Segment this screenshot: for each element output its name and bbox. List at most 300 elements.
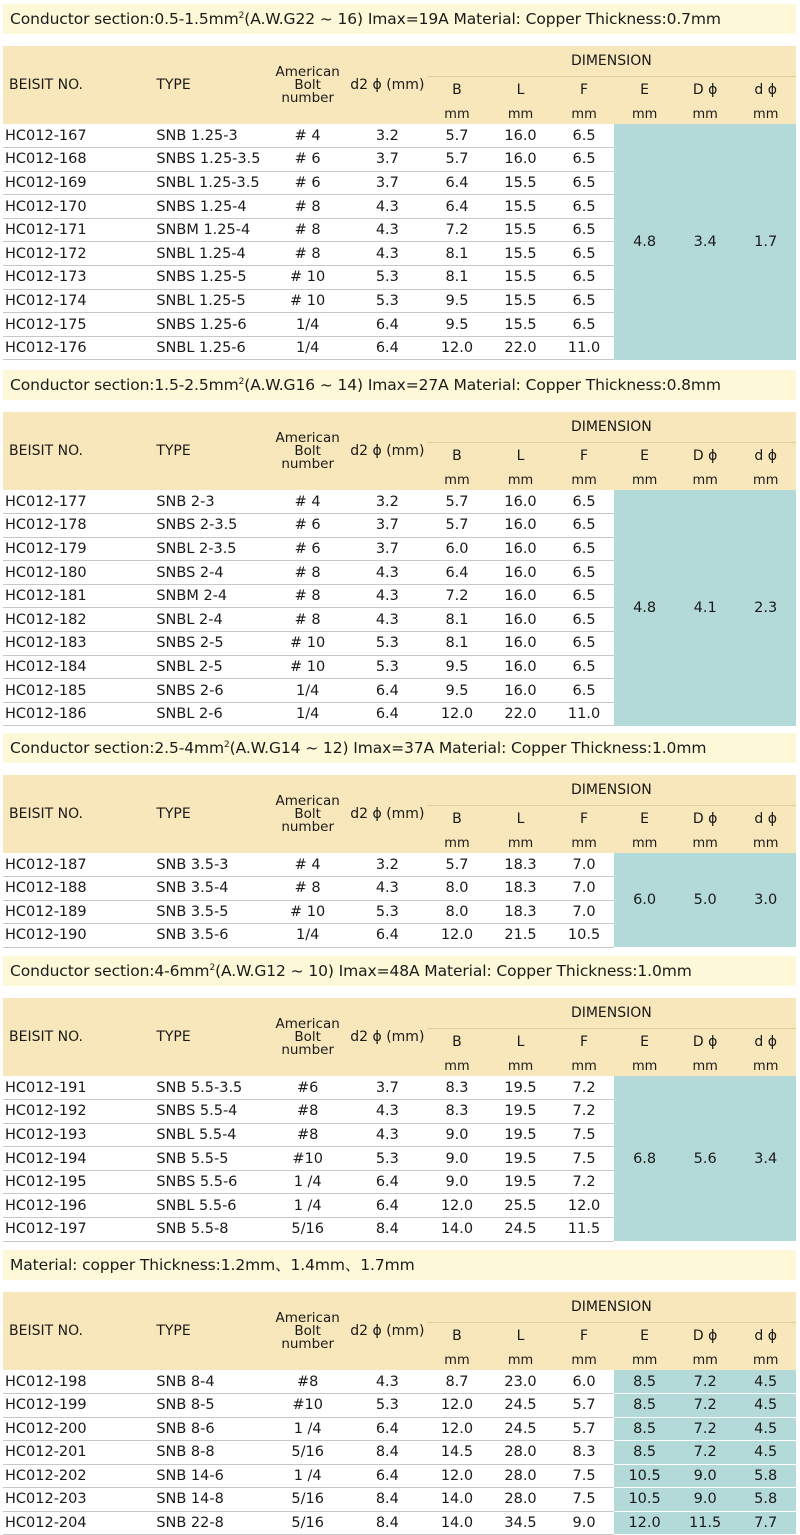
- conductor-spec-superscript: 2: [224, 739, 230, 750]
- header-unit-mm: mm: [735, 1350, 796, 1370]
- cell-b: 12.0: [427, 924, 488, 948]
- cell-bolt-number: # 4: [267, 853, 348, 877]
- cell-b: 8.1: [427, 632, 488, 656]
- cell-e: 8.5: [614, 1370, 675, 1394]
- cell-small-d-phi: 4.5: [735, 1441, 796, 1465]
- cell-bolt-number: 1 /4: [267, 1194, 348, 1218]
- cell-f: 10.5: [554, 924, 615, 948]
- header-row: [3, 998, 796, 1028]
- cell-l: 15.5: [487, 313, 554, 337]
- cell-type: SNB 5.5-8: [154, 1218, 267, 1242]
- cell-b: 8.1: [427, 242, 488, 266]
- cell-type: SNBL 2-5: [154, 655, 267, 679]
- header-american-bolt-line: Bolt: [294, 805, 321, 822]
- cell-d2: 4.3: [348, 584, 427, 608]
- cell-beisit-no: HC012-185: [3, 679, 154, 703]
- cell-small-d-phi-merged: 3.0: [735, 853, 796, 947]
- cell-d2: 5.3: [348, 1394, 427, 1418]
- cell-f: 5.7: [554, 1394, 615, 1418]
- cell-beisit-no: HC012-204: [3, 1511, 154, 1535]
- header-type: TYPE: [154, 775, 267, 853]
- header-d2: d2 ϕ (mm): [348, 412, 427, 490]
- header-unit-mm: mm: [427, 470, 488, 490]
- header-american-bolt-line: number: [281, 818, 335, 835]
- header-unit-mm: mm: [675, 470, 736, 490]
- conductor-spec-detail: (A.W.G12 ~ 10) Imax=48A Material: Copper Thickness:1.0mm: [215, 962, 692, 980]
- header-unit-mm: mm: [487, 1350, 554, 1370]
- header-row: [3, 775, 796, 805]
- cell-bolt-number: #6: [267, 1076, 348, 1100]
- cell-b: 8.0: [427, 877, 488, 901]
- cell-b: 7.2: [427, 584, 488, 608]
- header-f: F: [554, 442, 615, 470]
- cell-beisit-no: HC012-189: [3, 900, 154, 924]
- cell-bolt-number: # 8: [267, 561, 348, 585]
- cell-d2: 6.4: [348, 702, 427, 726]
- cell-type: SNBS 1.25-6: [154, 313, 267, 337]
- cell-f: 6.0: [554, 1370, 615, 1394]
- header-type: TYPE: [154, 1292, 267, 1370]
- header-f: F: [554, 805, 615, 833]
- cell-b: 6.0: [427, 537, 488, 561]
- cell-f: 7.0: [554, 877, 615, 901]
- header-american-bolt-line: Bolt: [294, 76, 321, 93]
- header-american-bolt-line: American: [275, 1309, 340, 1326]
- cell-b: 9.5: [427, 679, 488, 703]
- header-d2: d2 ϕ (mm): [348, 998, 427, 1076]
- header-d-phi: D ϕ: [675, 1028, 736, 1056]
- table-row: [3, 1394, 796, 1418]
- header-unit-mm: mm: [735, 470, 796, 490]
- cell-e-merged: 6.0: [614, 853, 675, 947]
- cell-d-phi: 7.2: [675, 1417, 736, 1441]
- conductor-spec-text: Conductor section:0.5-1.5mm: [10, 10, 239, 28]
- cell-f: 6.5: [554, 313, 615, 337]
- table-row: [3, 1464, 796, 1488]
- cell-l: 15.5: [487, 218, 554, 242]
- cell-e: 10.5: [614, 1488, 675, 1512]
- cell-b: 12.0: [427, 1194, 488, 1218]
- cell-type: SNBM 1.25-4: [154, 218, 267, 242]
- cell-beisit-no: HC012-193: [3, 1123, 154, 1147]
- header-dimension: DIMENSION: [427, 1292, 796, 1322]
- header-unit-mm: mm: [735, 833, 796, 853]
- header-american-bolt-line: number: [281, 89, 335, 106]
- cell-f: 11.0: [554, 702, 615, 726]
- cell-type: SNB 3.5-4: [154, 877, 267, 901]
- cell-beisit-no: HC012-182: [3, 608, 154, 632]
- cell-l: 22.0: [487, 336, 554, 360]
- header-unit-mm: mm: [487, 470, 554, 490]
- cell-bolt-number: 1 /4: [267, 1170, 348, 1194]
- cell-f: 9.0: [554, 1511, 615, 1535]
- cell-b: 12.0: [427, 1417, 488, 1441]
- cell-d2: 5.3: [348, 289, 427, 313]
- header-e: E: [614, 805, 675, 833]
- cell-bolt-number: # 8: [267, 877, 348, 901]
- conductor-spec-superscript: 2: [238, 376, 245, 387]
- cell-b: 8.3: [427, 1076, 488, 1100]
- terminal-spec-table: [3, 775, 796, 948]
- cell-bolt-number: # 10: [267, 655, 348, 679]
- header-unit-mm: mm: [554, 104, 615, 124]
- cell-beisit-no: HC012-175: [3, 313, 154, 337]
- table-row: [3, 124, 796, 148]
- cell-type: SNBS 5.5-4: [154, 1100, 267, 1124]
- cell-bolt-number: # 10: [267, 289, 348, 313]
- header-d2: d2 ϕ (mm): [348, 1292, 427, 1370]
- cell-beisit-no: HC012-167: [3, 124, 154, 148]
- cell-f: 6.5: [554, 584, 615, 608]
- cell-type: SNBS 1.25-3.5: [154, 148, 267, 172]
- cell-beisit-no: HC012-187: [3, 853, 154, 877]
- header-beisit-no: BEISIT NO.: [3, 412, 154, 490]
- cell-bolt-number: # 10: [267, 632, 348, 656]
- cell-f: 6.5: [554, 124, 615, 148]
- cell-f: 6.5: [554, 148, 615, 172]
- cell-l: 16.0: [487, 514, 554, 538]
- header-f: F: [554, 76, 615, 104]
- cell-beisit-no: HC012-169: [3, 171, 154, 195]
- header-d-phi: D ϕ: [675, 442, 736, 470]
- header-american-bolt-line: American: [275, 429, 340, 446]
- cell-l: 16.0: [487, 679, 554, 703]
- cell-f: 11.5: [554, 1218, 615, 1242]
- cell-type: SNB 2-3: [154, 490, 267, 514]
- cell-b: 12.0: [427, 1394, 488, 1418]
- cell-l: 16.0: [487, 632, 554, 656]
- cell-d-phi-merged: 5.0: [675, 853, 736, 947]
- cell-bolt-number: 5/16: [267, 1511, 348, 1535]
- cell-bolt-number: 5/16: [267, 1488, 348, 1512]
- cell-type: SNBL 2-3.5: [154, 537, 267, 561]
- cell-beisit-no: HC012-181: [3, 584, 154, 608]
- cell-l: 34.5: [487, 1511, 554, 1535]
- header-b: B: [427, 1322, 488, 1350]
- cell-d2: 3.7: [348, 171, 427, 195]
- header-unit-mm: mm: [487, 833, 554, 853]
- cell-d2: 8.4: [348, 1488, 427, 1512]
- cell-beisit-no: HC012-179: [3, 537, 154, 561]
- cell-b: 14.0: [427, 1511, 488, 1535]
- cell-f: 6.5: [554, 561, 615, 585]
- cell-type: SNBS 1.25-4: [154, 195, 267, 219]
- cell-type: SNB 5.5-3.5: [154, 1076, 267, 1100]
- header-d-phi: D ϕ: [675, 1322, 736, 1350]
- header-row: [3, 46, 796, 76]
- cell-beisit-no: HC012-190: [3, 924, 154, 948]
- cell-f: 5.7: [554, 1417, 615, 1441]
- cell-beisit-no: HC012-203: [3, 1488, 154, 1512]
- cell-f: 12.0: [554, 1194, 615, 1218]
- terminal-spec-table: [3, 412, 796, 726]
- cell-b: 9.0: [427, 1147, 488, 1171]
- header-beisit-no: BEISIT NO.: [3, 46, 154, 124]
- cell-bolt-number: # 6: [267, 537, 348, 561]
- cell-type: SNBM 2-4: [154, 584, 267, 608]
- header-d2: d2 ϕ (mm): [348, 46, 427, 124]
- cell-bolt-number: # 8: [267, 218, 348, 242]
- cell-b: 8.1: [427, 608, 488, 632]
- cell-small-d-phi: 5.8: [735, 1464, 796, 1488]
- cell-d2: 6.4: [348, 1194, 427, 1218]
- cell-d2: 4.3: [348, 242, 427, 266]
- cell-type: SNB 8-5: [154, 1394, 267, 1418]
- cell-d2: 8.4: [348, 1218, 427, 1242]
- cell-d2: 5.3: [348, 1147, 427, 1171]
- cell-d2: 5.3: [348, 900, 427, 924]
- cell-b: 6.4: [427, 561, 488, 585]
- header-type: TYPE: [154, 412, 267, 490]
- cell-type: SNB 8-4: [154, 1370, 267, 1394]
- cell-type: SNBS 1.25-5: [154, 266, 267, 290]
- cell-d2: 6.4: [348, 313, 427, 337]
- cell-beisit-no: HC012-178: [3, 514, 154, 538]
- cell-b: 9.5: [427, 655, 488, 679]
- cell-d2: 4.3: [348, 1100, 427, 1124]
- cell-l: 16.0: [487, 561, 554, 585]
- cell-l: 24.5: [487, 1417, 554, 1441]
- cell-l: 16.0: [487, 584, 554, 608]
- cell-type: SNBL 1.25-3.5: [154, 171, 267, 195]
- cell-l: 18.3: [487, 853, 554, 877]
- cell-b: 8.0: [427, 900, 488, 924]
- header-unit-mm: mm: [614, 470, 675, 490]
- cell-e: 8.5: [614, 1394, 675, 1418]
- cell-type: SNB 8-8: [154, 1441, 267, 1465]
- header-beisit-no: BEISIT NO.: [3, 1292, 154, 1370]
- cell-d2: 3.7: [348, 1076, 427, 1100]
- cell-d2: 6.4: [348, 1464, 427, 1488]
- cell-f: 7.0: [554, 900, 615, 924]
- cell-beisit-no: HC012-168: [3, 148, 154, 172]
- cell-b: 5.7: [427, 853, 488, 877]
- cell-d2: 8.4: [348, 1441, 427, 1465]
- cell-type: SNB 5.5-5: [154, 1147, 267, 1171]
- cell-b: 5.7: [427, 514, 488, 538]
- cell-l: 15.5: [487, 195, 554, 219]
- cell-b: 5.7: [427, 124, 488, 148]
- conductor-spec-banner: [3, 4, 796, 34]
- cell-e: 12.0: [614, 1511, 675, 1535]
- header-b: B: [427, 442, 488, 470]
- cell-beisit-no: HC012-197: [3, 1218, 154, 1242]
- cell-d2: 4.3: [348, 608, 427, 632]
- header-unit-mm: mm: [735, 1056, 796, 1076]
- cell-type: SNBL 5.5-6: [154, 1194, 267, 1218]
- cell-type: SNB 3.5-6: [154, 924, 267, 948]
- header-american-bolt: [267, 46, 348, 124]
- cell-l: 18.3: [487, 877, 554, 901]
- header-d-phi: D ϕ: [675, 805, 736, 833]
- cell-bolt-number: 1/4: [267, 679, 348, 703]
- conductor-spec-text: Conductor section:1.5-2.5mm: [10, 376, 239, 394]
- header-row: [3, 1292, 796, 1322]
- header-dimension: DIMENSION: [427, 46, 796, 76]
- header-unit-mm: mm: [554, 1056, 615, 1076]
- cell-d2: 6.4: [348, 1417, 427, 1441]
- cell-beisit-no: HC012-200: [3, 1417, 154, 1441]
- cell-d2: 8.4: [348, 1511, 427, 1535]
- header-unit-mm: mm: [427, 1350, 488, 1370]
- cell-f: 6.5: [554, 195, 615, 219]
- conductor-spec-superscript: 2: [209, 962, 216, 973]
- header-unit-mm: mm: [675, 1350, 736, 1370]
- header-l: L: [487, 1322, 554, 1350]
- cell-l: 19.5: [487, 1170, 554, 1194]
- cell-bolt-number: # 6: [267, 148, 348, 172]
- conductor-spec-text: Conductor section:2.5-4mm: [10, 739, 225, 757]
- cell-type: SNB 14-6: [154, 1464, 267, 1488]
- cell-l: 19.5: [487, 1123, 554, 1147]
- cell-l: 28.0: [487, 1441, 554, 1465]
- cell-l: 19.5: [487, 1076, 554, 1100]
- terminal-spec-table: [3, 46, 796, 360]
- header-dimension: DIMENSION: [427, 998, 796, 1028]
- header-small-d-phi: d ϕ: [735, 76, 796, 104]
- cell-d-phi: 9.0: [675, 1464, 736, 1488]
- cell-b: 14.0: [427, 1218, 488, 1242]
- header-b: B: [427, 76, 488, 104]
- cell-type: SNB 8-6: [154, 1417, 267, 1441]
- cell-l: 15.5: [487, 289, 554, 313]
- cell-d-phi: 7.2: [675, 1394, 736, 1418]
- cell-d-phi-merged: 3.4: [675, 124, 736, 360]
- cell-d2: 4.3: [348, 1370, 427, 1394]
- table-row: [3, 490, 796, 514]
- cell-bolt-number: 1/4: [267, 336, 348, 360]
- cell-d2: 6.4: [348, 336, 427, 360]
- cell-type: SNBS 2-3.5: [154, 514, 267, 538]
- cell-e-merged: 6.8: [614, 1076, 675, 1241]
- header-small-d-phi: d ϕ: [735, 805, 796, 833]
- cell-type: SNB 3.5-5: [154, 900, 267, 924]
- conductor-spec-text: Conductor section:4-6mm: [10, 962, 210, 980]
- cell-e-merged: 4.8: [614, 490, 675, 726]
- cell-f: 6.5: [554, 655, 615, 679]
- header-row: [3, 412, 796, 442]
- header-unit-mm: mm: [554, 470, 615, 490]
- cell-beisit-no: HC012-173: [3, 266, 154, 290]
- cell-b: 9.0: [427, 1123, 488, 1147]
- header-american-bolt-line: American: [275, 63, 340, 80]
- header-e: E: [614, 1322, 675, 1350]
- cell-l: 24.5: [487, 1218, 554, 1242]
- header-american-bolt-line: number: [281, 1335, 335, 1352]
- header-unit-mm: mm: [554, 1350, 615, 1370]
- cell-e: 10.5: [614, 1464, 675, 1488]
- header-unit-mm: mm: [675, 104, 736, 124]
- header-unit-mm: mm: [614, 104, 675, 124]
- cell-l: 19.5: [487, 1147, 554, 1171]
- cell-beisit-no: HC012-194: [3, 1147, 154, 1171]
- cell-small-d-phi: 4.5: [735, 1394, 796, 1418]
- cell-type: SNB 22-8: [154, 1511, 267, 1535]
- header-unit-mm: mm: [487, 1056, 554, 1076]
- cell-f: 6.5: [554, 242, 615, 266]
- cell-b: 6.4: [427, 171, 488, 195]
- cell-bolt-number: # 8: [267, 242, 348, 266]
- cell-type: SNBL 1.25-6: [154, 336, 267, 360]
- cell-bolt-number: 5/16: [267, 1441, 348, 1465]
- cell-beisit-no: HC012-186: [3, 702, 154, 726]
- cell-f: 7.2: [554, 1170, 615, 1194]
- cell-b: 12.0: [427, 1464, 488, 1488]
- cell-l: 15.5: [487, 242, 554, 266]
- cell-small-d-phi: 4.5: [735, 1370, 796, 1394]
- header-unit-mm: mm: [675, 833, 736, 853]
- cell-b: 9.0: [427, 1170, 488, 1194]
- header-american-bolt: [267, 998, 348, 1076]
- cell-type: SNBS 5.5-6: [154, 1170, 267, 1194]
- header-small-d-phi: d ϕ: [735, 442, 796, 470]
- cell-d2: 4.3: [348, 561, 427, 585]
- cell-f: 7.5: [554, 1464, 615, 1488]
- cell-l: 25.5: [487, 1194, 554, 1218]
- cell-l: 16.0: [487, 608, 554, 632]
- header-e: E: [614, 76, 675, 104]
- cell-d2: 3.2: [348, 853, 427, 877]
- cell-bolt-number: # 4: [267, 490, 348, 514]
- cell-beisit-no: HC012-201: [3, 1441, 154, 1465]
- cell-bolt-number: 1/4: [267, 702, 348, 726]
- cell-d2: 4.3: [348, 218, 427, 242]
- cell-beisit-no: HC012-191: [3, 1076, 154, 1100]
- conductor-spec-detail: (A.W.G16 ~ 14) Imax=27A Material: Copper Thickness:0.8mm: [244, 376, 721, 394]
- cell-type: SNB 14-8: [154, 1488, 267, 1512]
- cell-b: 8.3: [427, 1100, 488, 1124]
- header-small-d-phi: d ϕ: [735, 1322, 796, 1350]
- cell-b: 9.5: [427, 289, 488, 313]
- header-american-bolt-line: Bolt: [294, 1028, 321, 1045]
- cell-f: 6.5: [554, 679, 615, 703]
- table-row: [3, 1488, 796, 1512]
- cell-d2: 6.4: [348, 1170, 427, 1194]
- cell-type: SNBL 2-4: [154, 608, 267, 632]
- header-unit-mm: mm: [427, 833, 488, 853]
- header-american-bolt: [267, 412, 348, 490]
- cell-f: 7.2: [554, 1100, 615, 1124]
- header-dimension: DIMENSION: [427, 412, 796, 442]
- cell-d2: 3.7: [348, 148, 427, 172]
- header-unit-mm: mm: [427, 104, 488, 124]
- header-unit-mm: mm: [675, 1056, 736, 1076]
- cell-b: 5.7: [427, 148, 488, 172]
- cell-e: 8.5: [614, 1441, 675, 1465]
- cell-beisit-no: HC012-177: [3, 490, 154, 514]
- cell-d2: 4.3: [348, 195, 427, 219]
- cell-d-phi-merged: 4.1: [675, 490, 736, 726]
- cell-d2: 6.4: [348, 679, 427, 703]
- conductor-spec-banner: [3, 733, 796, 763]
- cell-l: 18.3: [487, 900, 554, 924]
- cell-bolt-number: # 4: [267, 124, 348, 148]
- cell-b: 8.1: [427, 266, 488, 290]
- cell-l: 21.5: [487, 924, 554, 948]
- header-american-bolt-line: Bolt: [294, 1322, 321, 1339]
- cell-small-d-phi-merged: 1.7: [735, 124, 796, 360]
- header-american-bolt: [267, 1292, 348, 1370]
- header-unit-mm: mm: [614, 1350, 675, 1370]
- conductor-spec-banner: [3, 1250, 796, 1280]
- cell-l: 24.5: [487, 1394, 554, 1418]
- cell-d-phi: 7.2: [675, 1370, 736, 1394]
- table-row: [3, 1417, 796, 1441]
- cell-bolt-number: 1 /4: [267, 1417, 348, 1441]
- cell-f: 6.5: [554, 289, 615, 313]
- cell-beisit-no: HC012-180: [3, 561, 154, 585]
- header-unit-mm: mm: [487, 104, 554, 124]
